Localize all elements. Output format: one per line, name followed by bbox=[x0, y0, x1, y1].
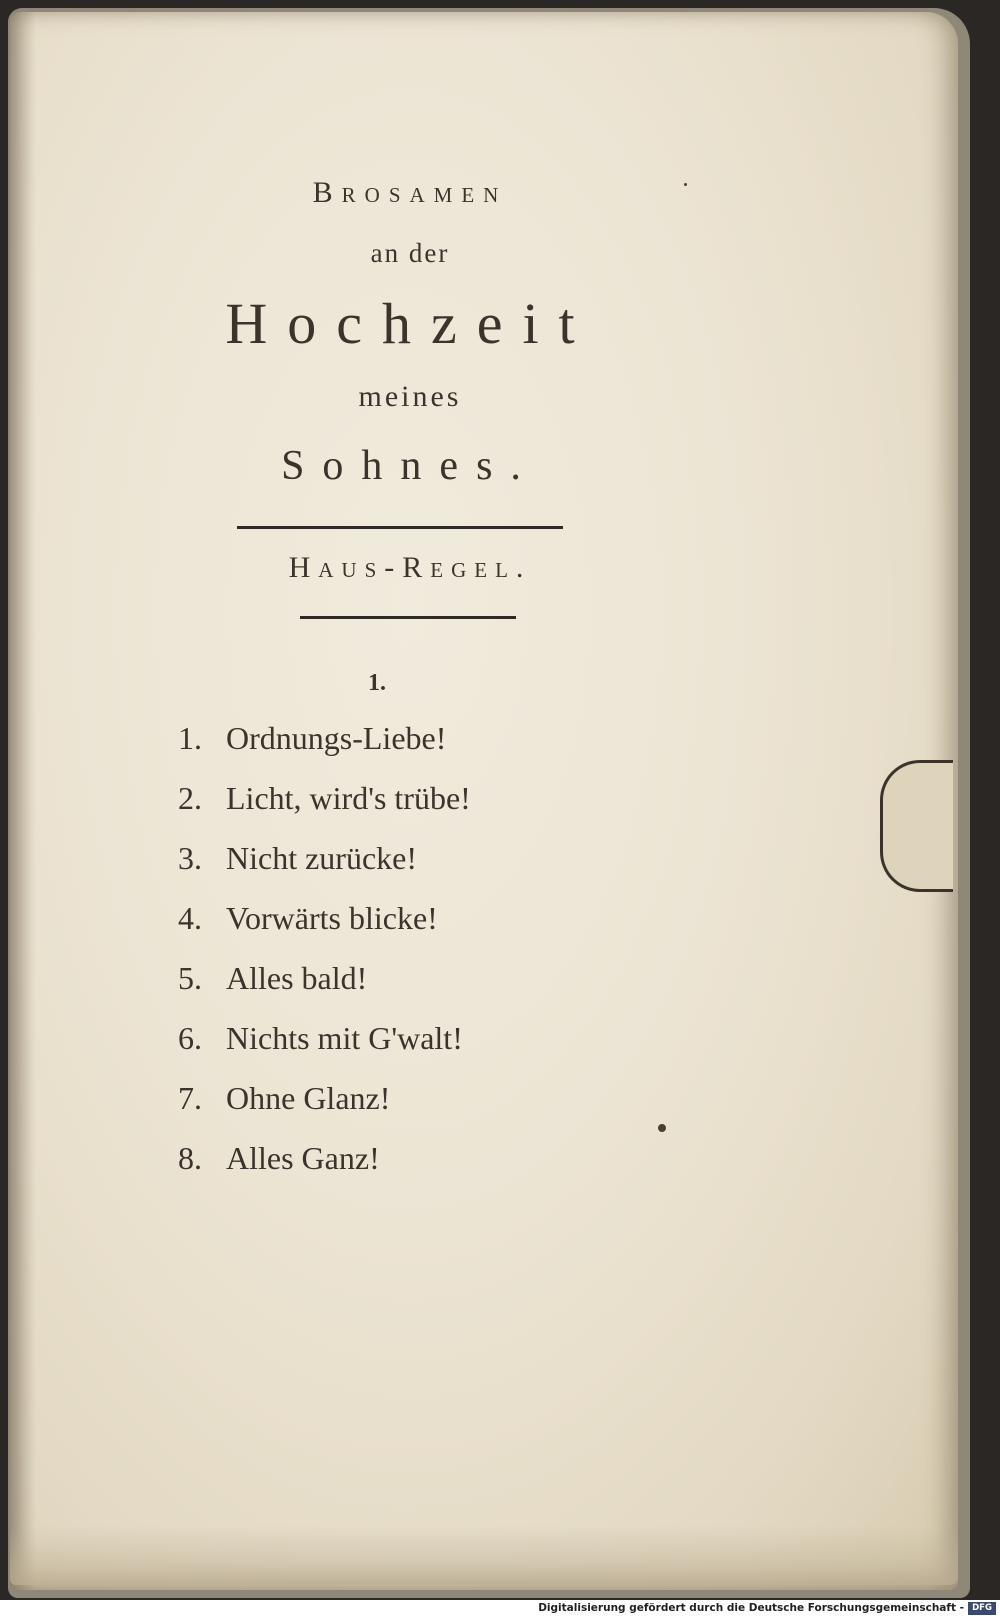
rule-number: 7. bbox=[178, 1080, 202, 1116]
divider-rule bbox=[237, 526, 563, 529]
list-item bbox=[178, 716, 471, 776]
rule-text: Alles Ganz! bbox=[226, 1140, 380, 1176]
house-rules-list bbox=[178, 716, 471, 1196]
dfg-logo: DFG bbox=[968, 1602, 996, 1615]
list-item bbox=[178, 1136, 471, 1196]
title-line-5: Sohnes. bbox=[281, 443, 539, 489]
title-main: Hochzeit bbox=[225, 291, 595, 356]
rule-text: Licht, wird's trübe! bbox=[226, 780, 471, 816]
rule-number: 1. bbox=[178, 720, 202, 756]
paper-speck bbox=[658, 1124, 666, 1132]
list-item bbox=[178, 896, 471, 956]
list-item bbox=[178, 836, 471, 896]
section-title: Haus-Regel. bbox=[288, 551, 532, 584]
footer-bar bbox=[0, 1600, 1000, 1618]
rule-text: Alles bald! bbox=[226, 960, 368, 996]
rule-number: 6. bbox=[178, 1020, 202, 1056]
list-item bbox=[178, 1016, 471, 1076]
list-item bbox=[178, 956, 471, 1016]
title-line-2: an der bbox=[370, 238, 450, 268]
rule-text: Nichts mit G'walt! bbox=[226, 1020, 463, 1056]
list-item bbox=[178, 1076, 471, 1136]
divider-rule bbox=[300, 616, 516, 619]
rule-number: 8. bbox=[178, 1140, 202, 1176]
rule-number: 2. bbox=[178, 780, 202, 816]
rule-text: Ohne Glanz! bbox=[226, 1080, 391, 1116]
title-line-1: Brosamen bbox=[312, 176, 508, 209]
title-line-4: meines bbox=[358, 380, 462, 413]
rule-number: 3. bbox=[178, 840, 202, 876]
rule-text: Nicht zurücke! bbox=[226, 840, 418, 876]
list-item bbox=[178, 776, 471, 836]
footer-credit: Digitalisierung gefördert durch die Deutsche Forschungsgemeinschaft - bbox=[538, 1602, 964, 1614]
gutter-shadow bbox=[10, 12, 36, 1590]
paper-speck bbox=[684, 183, 687, 186]
rule-number: 5. bbox=[178, 960, 202, 996]
section-number: 1. bbox=[368, 670, 386, 696]
paper-tab bbox=[880, 760, 953, 892]
deckle-edge bbox=[10, 1525, 958, 1585]
rule-text: Vorwärts blicke! bbox=[226, 900, 438, 936]
rule-number: 4. bbox=[178, 900, 202, 936]
rule-text: Ordnungs-Liebe! bbox=[226, 720, 447, 756]
